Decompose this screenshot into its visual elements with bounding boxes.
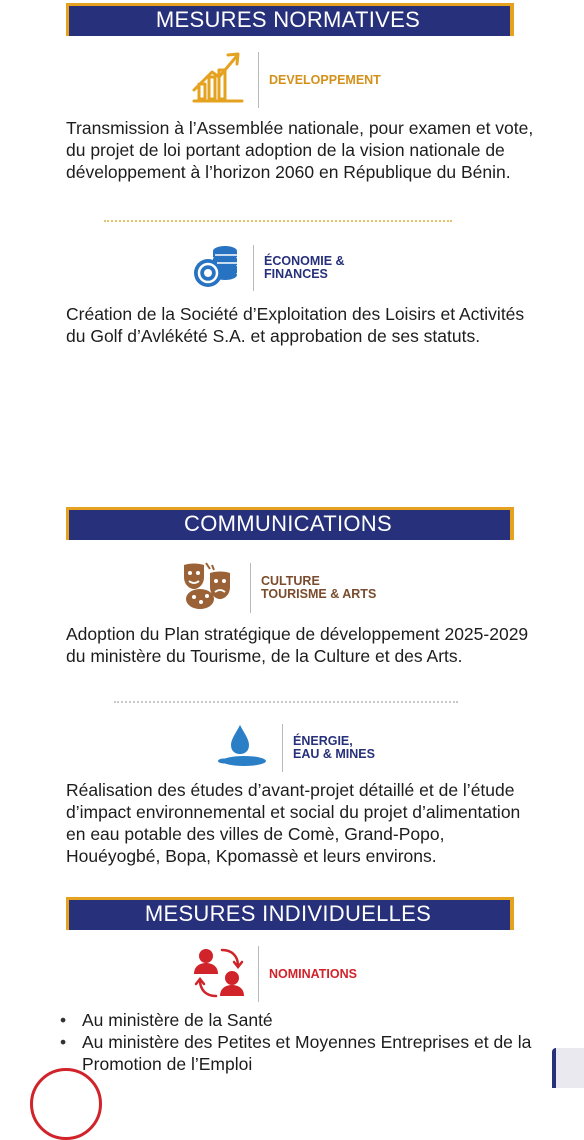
dotted-divider (104, 220, 452, 222)
category-label (293, 735, 375, 761)
category-label-line: EAU & MINES (293, 747, 375, 761)
section-banner-individuelles: MESURES INDIVIDUELLES (66, 897, 514, 930)
category-label-line: CULTURE (261, 574, 320, 588)
water-drop-icon (214, 723, 270, 774)
category-divider (258, 52, 259, 108)
category-label-line: FINANCES (264, 267, 328, 281)
coins-icon (193, 243, 241, 294)
category-developpement (190, 52, 381, 108)
category-label-line: NOMINATIONS (269, 966, 357, 981)
measure-text-economie: Création de la Société d’Exploitation des Loisirs et Activités du Golf d’Avlékété S.A. et approbation de ses statuts. (66, 304, 525, 346)
measure-text-developpement: Transmission à l’Assemblée nationale, pour examen et vote, du projet de loi portant adoption de la vision nationale de développement à l’horizon 2060 en République du Bénin. (66, 118, 534, 182)
category-label-line: ÉCONOMIE & (264, 254, 345, 268)
category-divider (258, 946, 259, 1002)
people-exchange-icon (192, 944, 246, 1005)
side-tab[interactable] (552, 1048, 584, 1088)
category-label-line: TOURISME & ARTS (261, 587, 377, 601)
floating-action-button[interactable] (30, 1068, 102, 1140)
category-divider (250, 563, 251, 613)
category-label (264, 255, 345, 281)
list-item: • Au ministère des Petites et Moyennes Entreprises et de la Promotion de l’Emploi (58, 1031, 558, 1075)
category-label (261, 575, 376, 601)
category-label-line: ÉNERGIE, (293, 734, 353, 748)
list-item: • Au ministère de la Santé (58, 1009, 558, 1031)
category-economie-finances (193, 245, 345, 291)
section-banner-normatives: MESURES NORMATIVES (66, 3, 514, 36)
theatre-masks-palette-icon (180, 561, 238, 616)
category-culture-tourisme-arts (180, 563, 376, 613)
measure-text-culture: Adoption du Plan stratégique de développement 2025-2029 du ministère du Tourisme, de la Culture et des Arts. (66, 624, 529, 666)
dotted-divider (114, 701, 458, 703)
category-divider (282, 724, 283, 772)
category-label (269, 74, 381, 87)
category-label-line: DEVELOPPEMENT (269, 72, 381, 87)
nominations-list (58, 1009, 558, 1075)
section-banner-communications: COMMUNICATIONS (66, 507, 514, 540)
measure-text-energie: Réalisation des études d’avant-projet détaillé et de l’étude d’impact environnemental et social du projet d’alimentation en eau potable des villes de Comè, Grand-Popo, Houéyogbé, Bopa, Kpomassè et leurs environs. (66, 780, 521, 866)
category-energie-eau-mines (214, 724, 375, 772)
growth-chart-icon (190, 50, 246, 111)
category-divider (253, 245, 254, 291)
category-nominations (192, 946, 357, 1002)
category-label (269, 968, 357, 981)
